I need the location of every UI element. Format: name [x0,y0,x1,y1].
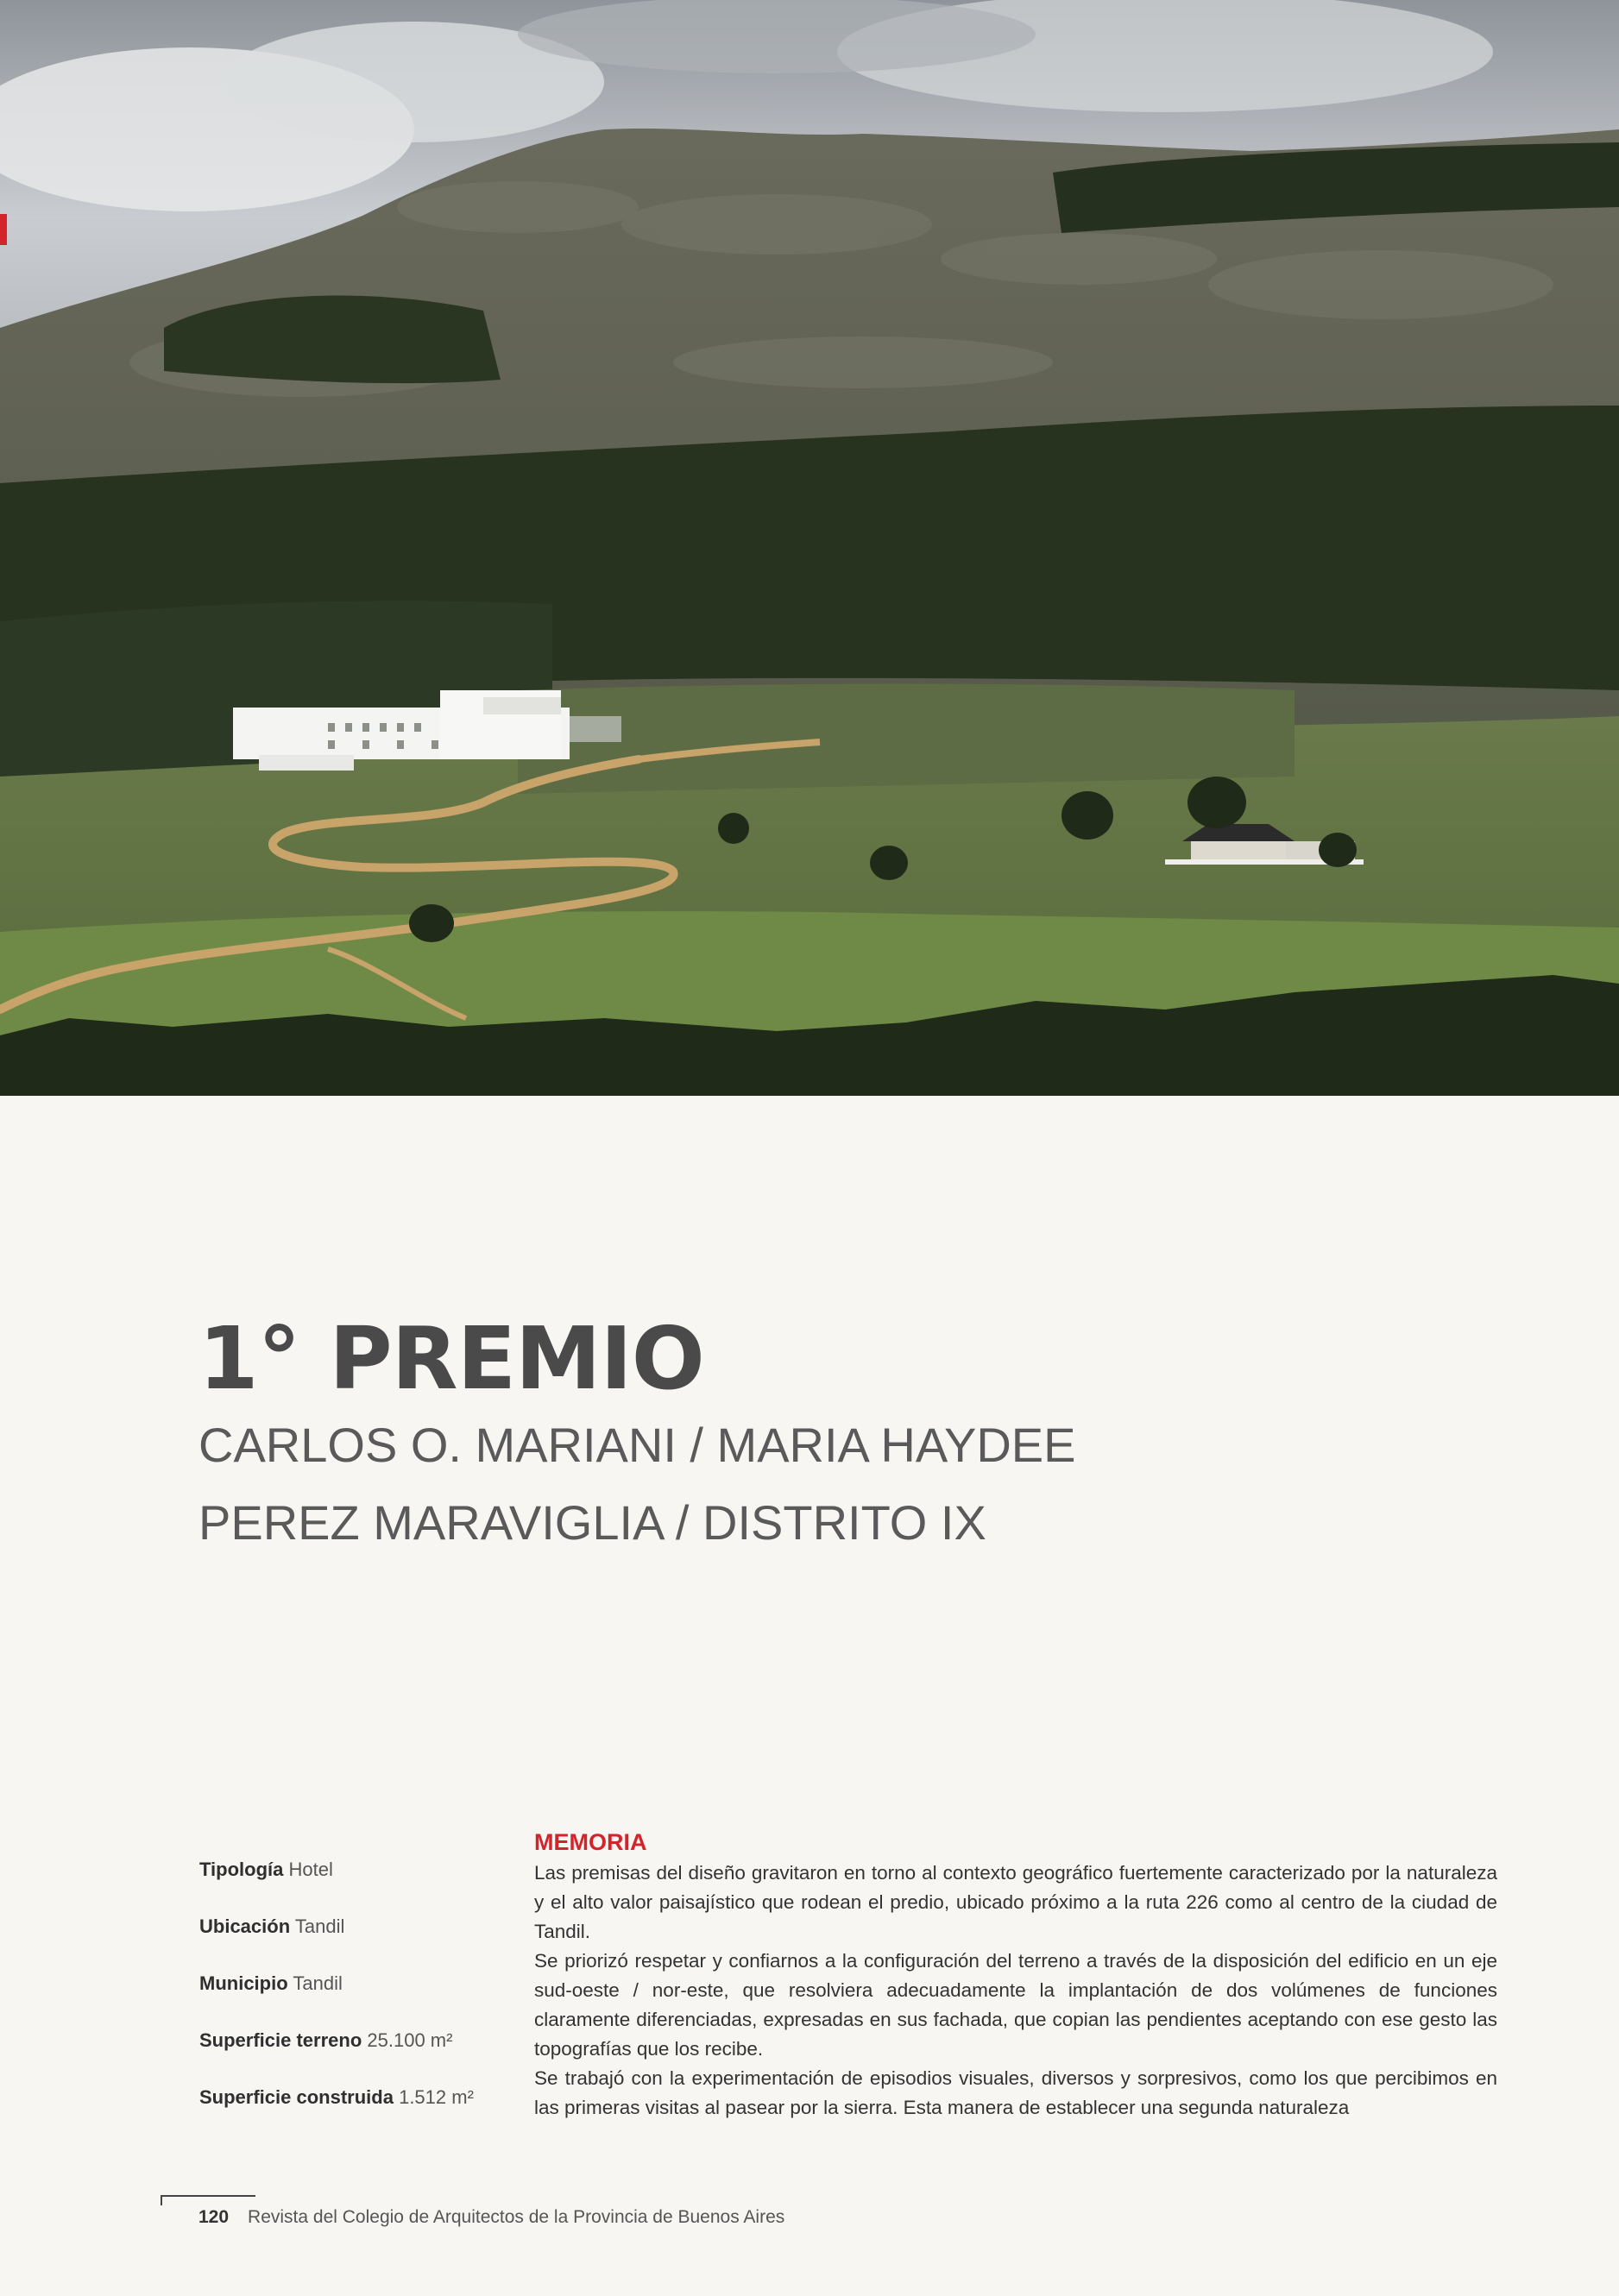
page-title: 1° PREMIO [198,1308,704,1409]
fact-tipologia: Tipología Hotel [199,1859,333,1880]
landscape-photo [0,0,1619,1096]
page-footer [198,2207,784,2228]
fact-ubicacion: Ubicación Tandil [199,1915,345,1937]
authors-line-2: PEREZ MARAVIGLIA / DISTRITO IX [198,1495,986,1550]
footer-tick [161,2195,162,2205]
publication-name: Revista del Colegio de Arquitectos de la Provincia de Buenos Aires [248,2207,785,2227]
memoria-heading: MEMORIA [534,1829,647,1855]
footer-rule [161,2195,255,2197]
hero-photo [0,0,1619,1096]
fact-municipio: Municipio Tandil [199,1972,343,1994]
project-facts [199,1857,527,2142]
memoria-paragraph: Se trabajó con la experimentación de episodios visuales, diversos y sorpresivos, como los que percibimos en las primeras visitas al pasear por la sierra. Esta manera de establecer una segunda naturaleza [534,2067,1497,2118]
fact-superficie-terreno: Superficie terreno 25.100 m² [199,2029,453,2051]
memoria-paragraph: Se priorizó respetar y confiarnos a la configuración del terreno a través de la disposición del edificio en un eje sud-oeste / nor-este, que resolviera adecuadamente la implantación de dos volúmenes de funciones claramente diferenciadas, expresadas en sus fachada, que copian las pendientes aceptando con ese gesto las topografías que los recibe. [534,1950,1497,2060]
accent-marker [0,214,7,245]
memoria-section [534,1827,1497,2123]
authors-line-1: CARLOS O. MARIANI / MARIA HAYDEE [198,1418,1076,1472]
fact-superficie-construida: Superficie construida 1.512 m² [199,2086,474,2108]
page-number: 120 [198,2207,230,2227]
memoria-paragraph: Las premisas del diseño gravitaron en torno al contexto geográfico fuertemente caracterizado por la naturaleza y el alto valor paisajístico que rodean el predio, ubicado próximo a la ruta 226 como al centro de la ciudad de Tandil. [534,1862,1497,1942]
memoria-body [534,1859,1497,2123]
